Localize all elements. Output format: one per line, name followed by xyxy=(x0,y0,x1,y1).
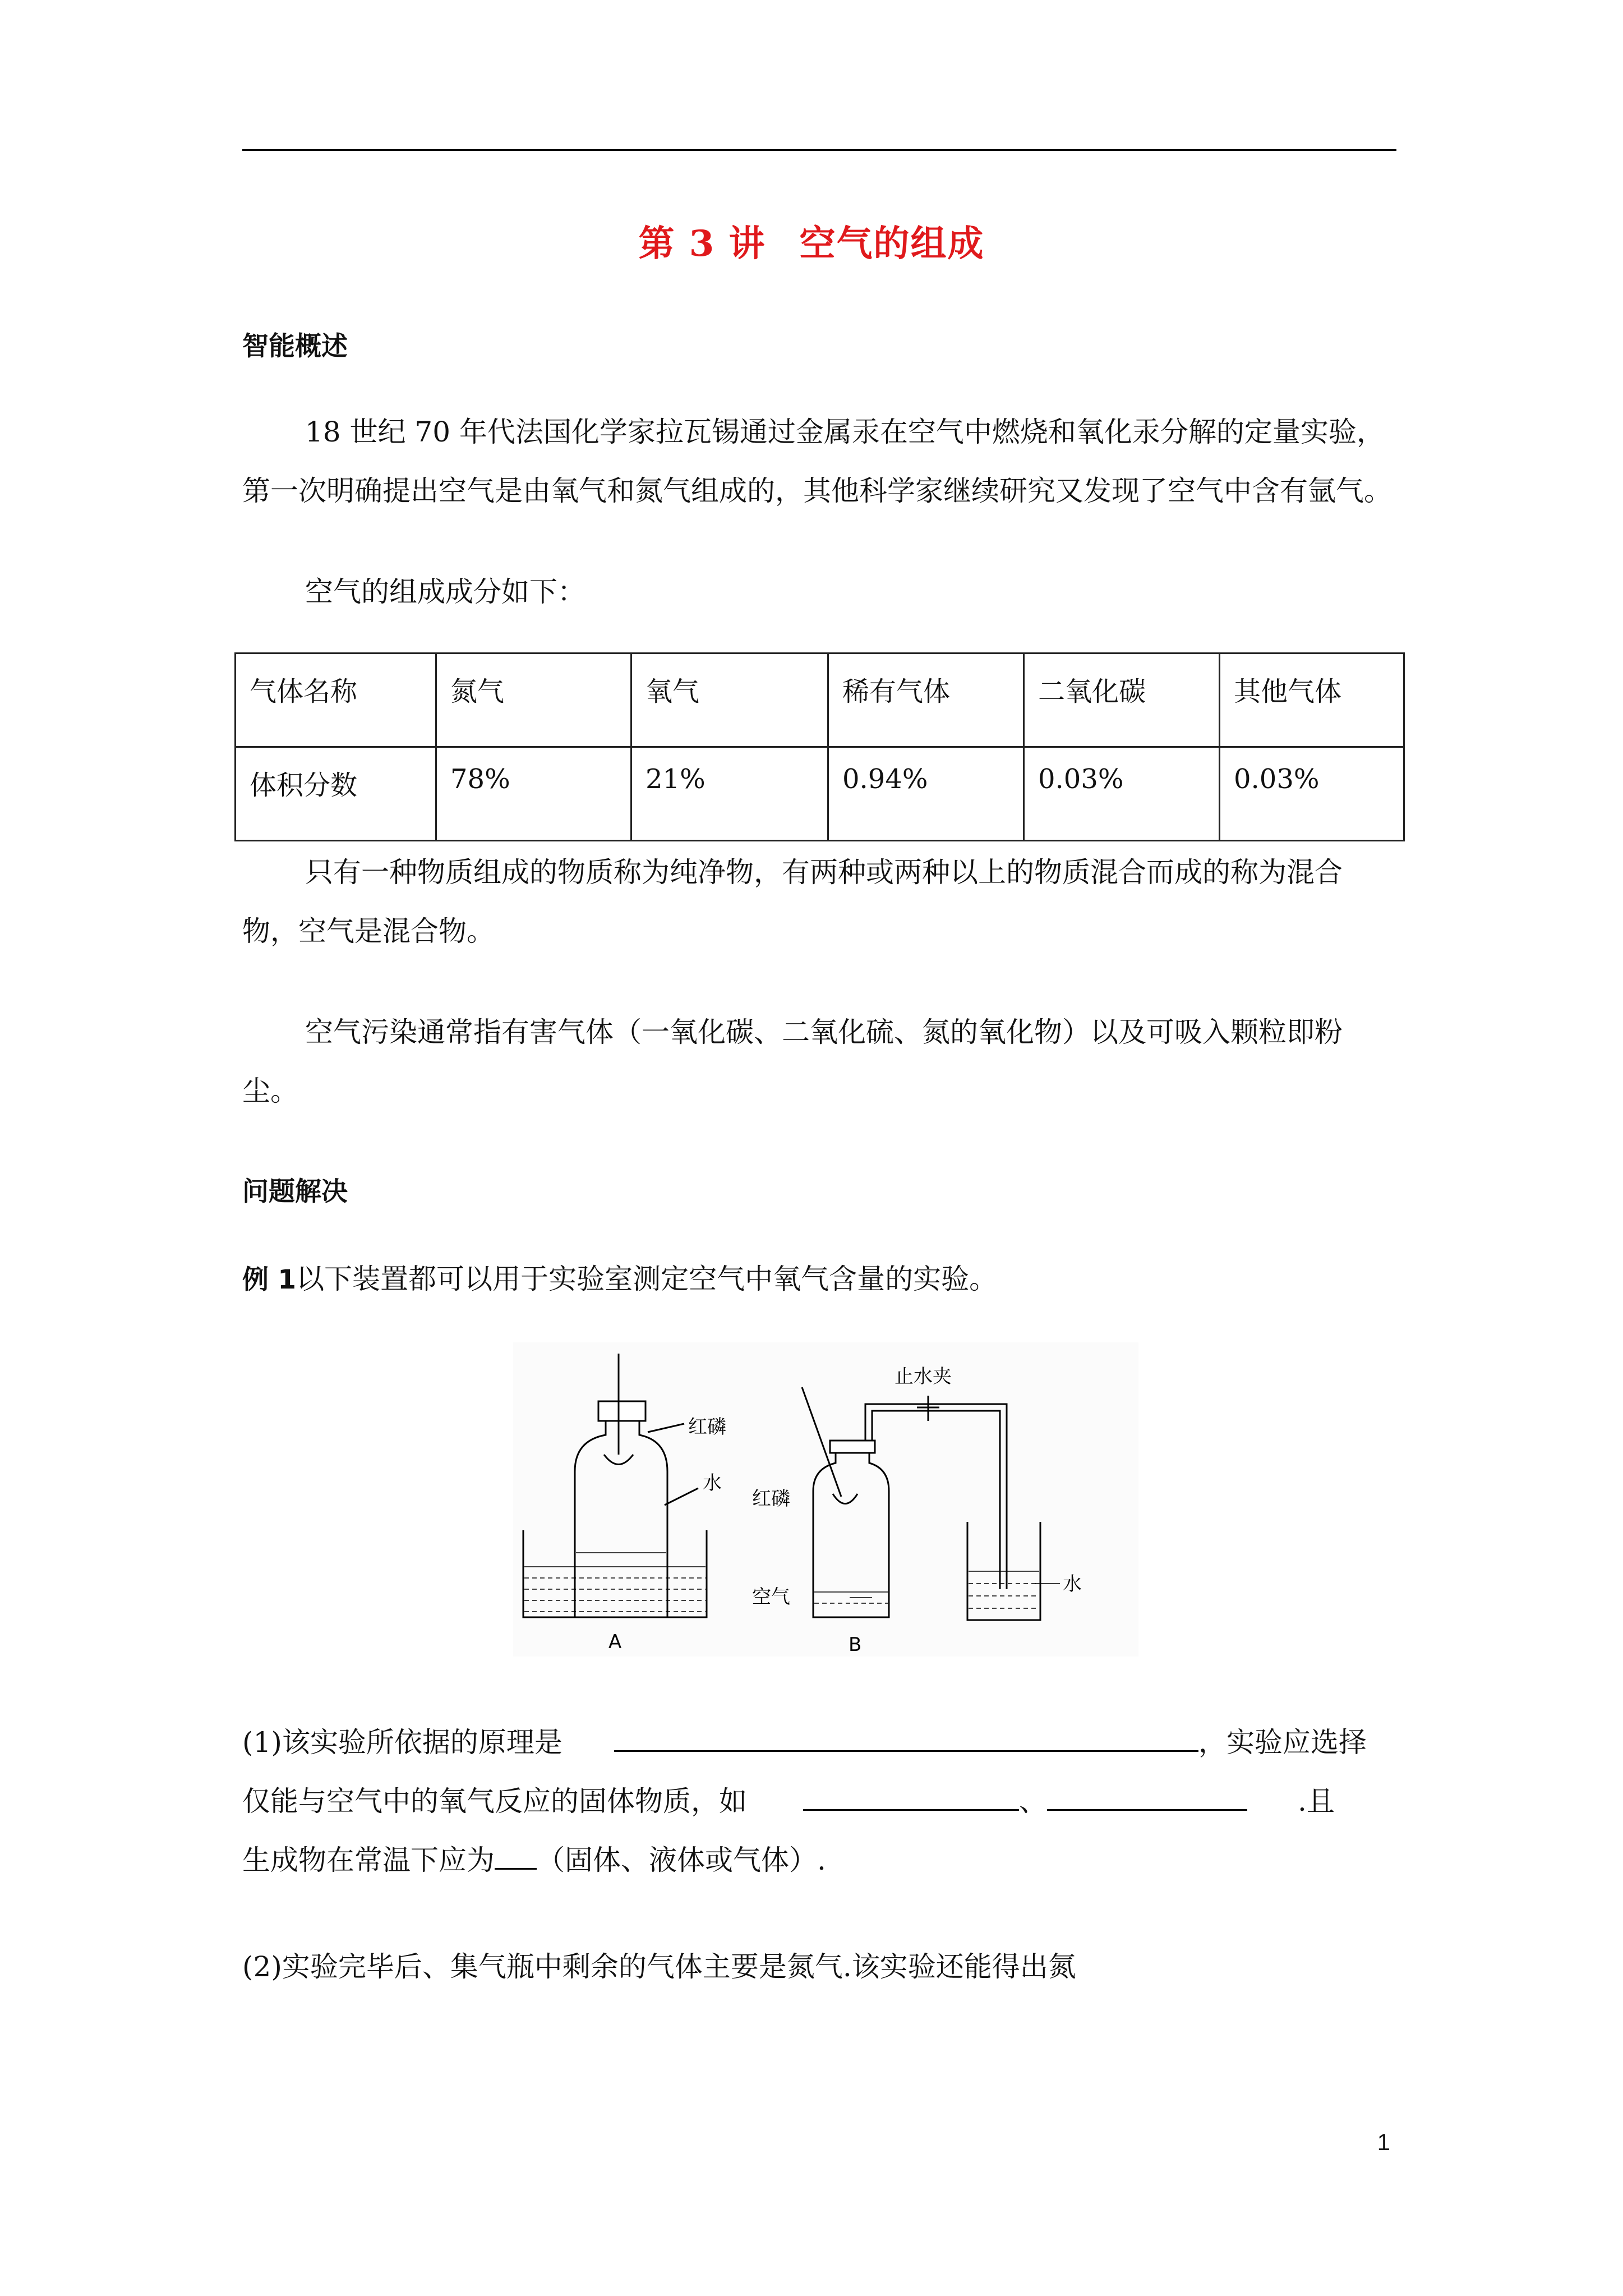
lecture-number: 第 3 讲 xyxy=(638,223,766,265)
answer-blank-state[interactable] xyxy=(495,1848,537,1870)
label-a: A xyxy=(608,1631,622,1653)
question-1-state-prompt: 生成物在常温下应为 xyxy=(242,1844,495,1876)
table-cell: 稀有气体 xyxy=(828,654,1024,747)
question-2: (2)实验完毕后、集气瓶中剩余的气体主要是氮气.该实验还能得出氮 xyxy=(242,1950,1076,1983)
example-1 xyxy=(242,1250,1403,1309)
question-1-line-2 xyxy=(242,1772,1403,1831)
answer-blank-substance-2[interactable] xyxy=(1047,1789,1247,1811)
answer-blank-substance-1[interactable] xyxy=(803,1789,1019,1811)
separator: 、 xyxy=(1019,1785,1047,1818)
label-b: B xyxy=(849,1634,862,1656)
label-b-water: 水 xyxy=(1063,1573,1082,1595)
example-text: 以下装置都可以用于实验室测定空气中氧气含量的实验。 xyxy=(296,1263,998,1295)
composition-intro: 空气的组成成分如下： xyxy=(305,576,585,608)
pollution-line-1: 空气污染通常指有害气体（一氧化碳、二氧化硫、氮的氧化物）以及可吸入颗粒即粉 xyxy=(305,1016,1343,1048)
table-row xyxy=(236,747,1404,841)
question-1-line-1 xyxy=(242,1713,1403,1772)
table-row xyxy=(236,654,1404,747)
apparatus-diagram xyxy=(513,1342,1138,1657)
label-a-phosphorus: 红磷 xyxy=(688,1416,726,1438)
question-1-prompt: (1)该实验所依据的原理是 xyxy=(242,1726,562,1759)
table-cell: 氧气 xyxy=(631,654,828,747)
pure-substance-paragraph xyxy=(242,843,1403,961)
intro-line-2: 第一次明确提出空气是由氧气和氮气组成的，其他科学家继续研究又发现了空气中含有氩气。 xyxy=(242,475,1392,507)
apparatus-figure xyxy=(513,1342,1138,1657)
label-b-clamp: 止水夹 xyxy=(895,1365,952,1388)
table-cell: 0.03% xyxy=(1220,747,1404,841)
label-a-water: 水 xyxy=(703,1472,722,1494)
table-cell: 氮气 xyxy=(436,654,631,747)
page-title xyxy=(0,215,1623,266)
label-b-air: 空气 xyxy=(752,1586,790,1608)
question-1 xyxy=(242,1713,1403,1890)
table-cell: 0.94% xyxy=(828,747,1024,841)
label-b-phosphorus: 红磷 xyxy=(752,1488,790,1510)
header-rule xyxy=(242,149,1396,151)
table-cell: 其他气体 xyxy=(1220,654,1404,747)
lecture-topic: 空气的组成 xyxy=(799,223,985,265)
question-1-continuation: ，实验应选择 xyxy=(1198,1726,1367,1759)
table-cell: 21% xyxy=(631,747,828,841)
pollution-paragraph xyxy=(242,1003,1403,1121)
pollution-line-2: 尘。 xyxy=(242,1075,298,1107)
table-cell: 0.03% xyxy=(1024,747,1220,841)
section-heading-overview: 智能概述 xyxy=(242,331,348,362)
intro-line-1: 18 世纪 70 年代法国化学家拉瓦锡通过金属汞在空气中燃烧和氧化汞分解的定量实验， xyxy=(305,416,1385,448)
section-heading-problems: 问题解决 xyxy=(242,1176,348,1207)
question-1-state-options: （固体、液体或气体）. xyxy=(537,1844,826,1876)
question-1-line-3 xyxy=(242,1831,1403,1890)
question-1-line-2-end: .且 xyxy=(1298,1785,1335,1818)
question-1-example-prompt: 仅能与空气中的氧气反应的固体物质，如 xyxy=(242,1785,747,1818)
example-label: 例 1 xyxy=(242,1264,297,1295)
answer-blank-principle[interactable] xyxy=(614,1730,1198,1752)
table-cell: 体积分数 xyxy=(236,747,436,841)
table-cell: 78% xyxy=(436,747,631,841)
table-cell: 气体名称 xyxy=(236,654,436,747)
air-composition-table xyxy=(234,652,1405,841)
intro-paragraph xyxy=(242,403,1403,521)
page-number: 1 xyxy=(1377,2129,1390,2155)
pure-substance-line-2: 物，空气是混合物。 xyxy=(242,915,495,947)
pure-substance-line-1: 只有一种物质组成的物质称为纯净物，有两种或两种以上的物质混合而成的称为混合 xyxy=(305,856,1343,889)
table-cell: 二氧化碳 xyxy=(1024,654,1220,747)
